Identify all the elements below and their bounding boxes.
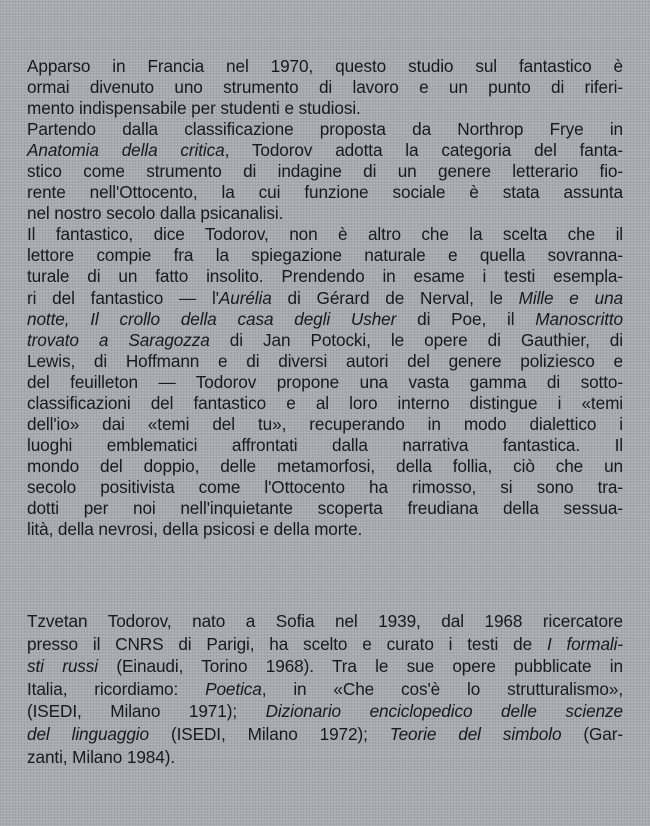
text-line <box>27 309 623 330</box>
text-line <box>27 56 623 77</box>
body-text: Apparso in Francia nel 1970, questo studio sul fantastico è <box>27 56 623 76</box>
text-line <box>27 203 623 224</box>
text-line <box>27 77 623 98</box>
body-text: lettore compie fra la spiegazione naturale e quella sovranna- <box>27 245 623 266</box>
body-text: Partendo dalla classificazione proposta da Northrop Frye in <box>27 119 623 140</box>
body-text: turale di un fatto insolito. Prendendo in esame i testi esempla- <box>27 266 623 287</box>
text-line <box>27 288 623 309</box>
body-text: rente nell'Ottocento, la cui funzione sociale è stata assunta <box>27 182 623 203</box>
text-line <box>27 182 623 203</box>
italic-title-text: Dizionario enciclopedico delle scienze <box>265 701 623 722</box>
italic-title-text: Manoscritto <box>535 308 624 329</box>
text-line <box>27 633 623 656</box>
text-line <box>27 746 623 769</box>
body-text: mondo del doppio, delle metamorfosi, della follia, ciò che un <box>27 455 623 476</box>
body-text: Italia, ricordiamo: <box>27 678 206 699</box>
author-bio-paragraph <box>27 610 623 768</box>
italic-title-text: Anatomia della critica <box>27 140 225 161</box>
italic-title-text: notte, Il crollo della casa degli Usher <box>27 308 397 329</box>
body-text: lità, della nevrosi, della psicosi e della morte. <box>27 519 363 540</box>
body-text: stico come strumento di indagine di un genere letterario fio- <box>27 161 623 182</box>
italic-title-text: Teorie del simbolo <box>389 723 562 744</box>
text-line <box>27 700 623 723</box>
body-text: presso il CNRS di Parigi, ha scelto e curato i testi de <box>27 633 547 654</box>
text-line <box>27 519 623 540</box>
italic-title-text: Poetica <box>205 678 262 699</box>
text-line <box>27 477 623 498</box>
body-text: Lewis, di Hoffmann e di diversi autori del genere poliziesco e <box>27 350 623 371</box>
text-line <box>27 140 623 161</box>
text-line <box>27 414 623 435</box>
body-text: di Jan Potocki, le opere di Gauthier, di <box>209 329 623 350</box>
body-text: di Gérard de Nerval, le <box>271 287 519 308</box>
italic-title-text: del linguaggio <box>27 723 149 744</box>
body-text: secolo positivista come l'Ottocento ha rimosso, si sono tra- <box>27 476 623 497</box>
body-text: Tzvetan Todorov, nato a Sofia nel 1939, dal 1968 ricercatore <box>27 611 623 631</box>
body-text: Il fantastico, dice Todorov, non è altro che la scelta che il <box>27 224 623 245</box>
body-text: ormai divenuto uno strumento di lavoro e un punto di riferi- <box>27 77 623 98</box>
text-line <box>27 456 623 477</box>
body-text: (Gar- <box>561 723 623 744</box>
body-text: nel nostro secolo dalla psicanalisi. <box>27 203 284 224</box>
text-line <box>27 351 623 372</box>
body-text: del feuilleton — Todorov propone una vasta gamma di sotto- <box>27 371 623 392</box>
body-text: zanti, Milano 1984). <box>27 746 175 767</box>
text-line <box>27 498 623 519</box>
text-line <box>27 655 623 678</box>
text-line <box>27 266 623 287</box>
text-line <box>27 224 623 245</box>
text-line <box>27 119 623 140</box>
text-line <box>27 245 623 266</box>
italic-title-text: I formali- <box>546 633 623 654</box>
body-text: (ISEDI, Milano 1972); <box>148 723 390 744</box>
synopsis-paragraph <box>27 56 623 540</box>
body-text: dotti per noi nell'inquietante scoperta freudiana della sessua- <box>27 497 623 518</box>
text-line <box>27 610 623 633</box>
text-line <box>27 330 623 351</box>
body-text: classificazioni del fantastico e al loro interno distingue i «temi <box>27 392 623 413</box>
italic-title-text: sti russi <box>27 656 98 677</box>
italic-title-text: Mille e una <box>518 287 623 308</box>
body-text: (Einaudi, Torino 1968). Tra le sue opere pubblicate in <box>98 656 623 677</box>
body-text: , Todorov adotta la categoria del fanta- <box>224 140 623 161</box>
text-line <box>27 161 623 182</box>
italic-title-text: trovato a Saragozza <box>27 329 210 350</box>
text-line <box>27 678 623 701</box>
text-line <box>27 372 623 393</box>
italic-title-text: Aurélia <box>218 287 272 308</box>
text-line <box>27 723 623 746</box>
text-line <box>27 393 623 414</box>
body-text: (ISEDI, Milano 1971); <box>27 701 266 722</box>
body-text: mento indispensabile per studenti e studiosi. <box>27 98 361 119</box>
body-text: luoghi emblematici affrontati dalla narrativa fantastica. Il <box>27 434 623 455</box>
body-text: dell'io» dai «temi del tu», recuperando in modo dialettico i <box>27 413 623 434</box>
body-text: , in «Che cos'è lo strutturalismo», <box>261 678 623 699</box>
body-text: di Poe, il <box>396 308 536 329</box>
text-line <box>27 435 623 456</box>
body-text: ri del fantastico — l' <box>27 287 219 308</box>
text-line <box>27 98 623 119</box>
